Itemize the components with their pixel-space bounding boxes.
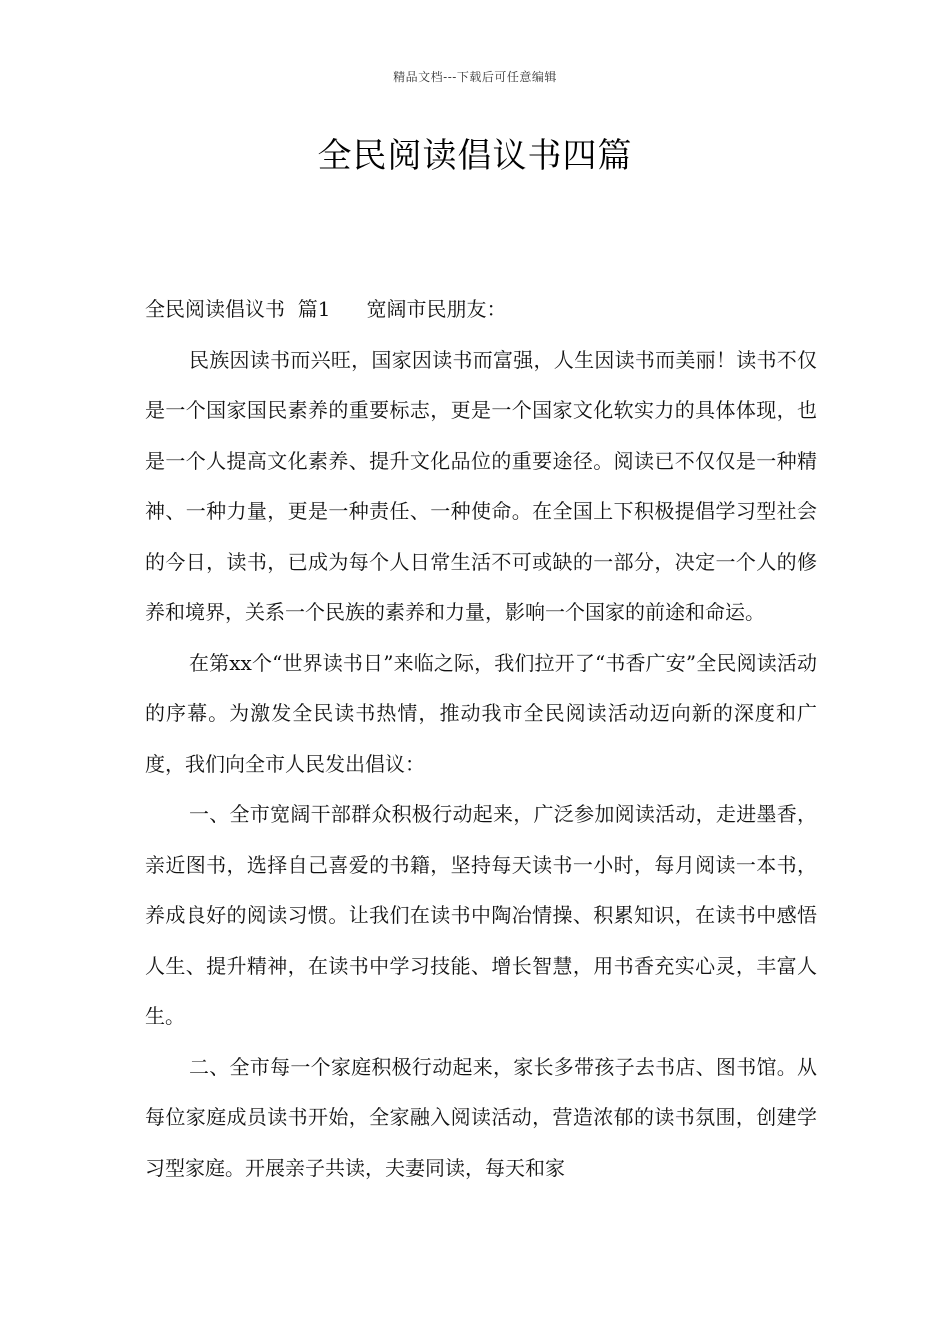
paragraph: 一、全市宽阔干部群众积极行动起来，广泛参加阅读活动，走进墨香，亲近图书，选择自己喜爱的书籍，坚持每天读书一小时，每月阅读一本书，养成良好的阅读习惯。让我们在读书中陶冶情操、积累知识，在读书中感悟人生、提升精神，在读书中学习技能、增长智慧，用书香充实心灵，丰富人生。 [145, 802, 817, 1028]
section-label: 全民阅读倡议书 篇1 [145, 297, 331, 321]
document-body [145, 284, 817, 1193]
greeting: 宽阔市民朋友： [366, 297, 507, 321]
document-title: 全民阅读倡议书四篇 [317, 136, 633, 176]
paragraph: 在第xx个“世界读书日”来临之际，我们拉开了“书香广安”全民阅读活动的序幕。为激发全民读书热情，推动我市全民阅读活动迈向新的深度和广度，我们向全市人民发出倡议： [145, 650, 817, 776]
paragraph: 二、全市每一个家庭积极行动起来，家长多带孩子去书店、图书馆。从每位家庭成员读书开始，全家融入阅读活动，营造浓郁的读书氛围，创建学习型家庭。开展亲子共读，夫妻同读，每天和家 [145, 1054, 817, 1180]
paragraph: 民族因读书而兴旺，国家因读书而富强，人生因读书而美丽！读书不仅是一个国家国民素养的重要标志，更是一个国家文化软实力的具体体现，也是一个人提高文化素养、提升文化品位的重要途径。阅读已不仅仅是一种精神、一种力量，更是一种责任、一种使命。在全国上下积极提倡学习型社会的今日，读书，已成为每个人日常生活不可或缺的一部分，决定一个人的修养和境界，关系一个民族的素养和力量，影响一个国家的前途和命运。 [145, 347, 817, 624]
header-watermark: 精品文档---下载后可任意编辑 [393, 70, 557, 84]
section-heading [145, 284, 817, 335]
